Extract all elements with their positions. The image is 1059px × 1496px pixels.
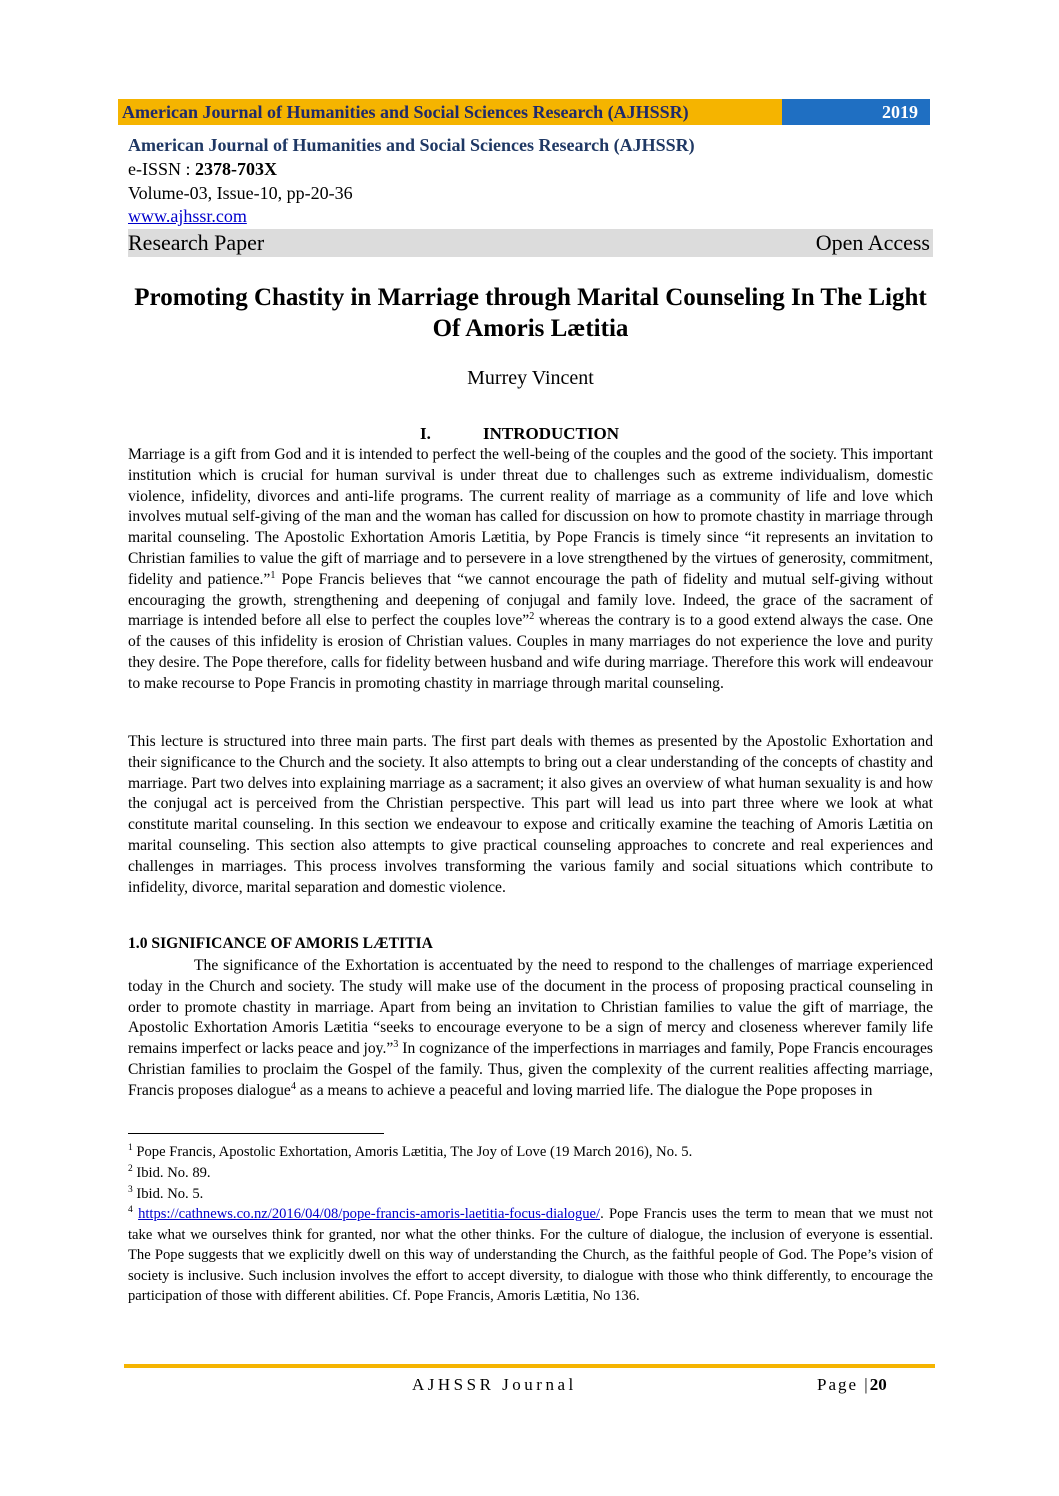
header-year-band <box>782 99 930 125</box>
paragraph-text: Marriage is a gift from God and it is intended to perfect the well-being of the couples and the good of the society. This important institution which is crucial for human survival is under threat due to challenges such as extreme individualism, domestic violence, infidelity, divorces and anti-life programs. The current reality of marriage as a community of life and love which involves mutual self-giving of the man and the woman has called for discussion on how to promote chastity in marriage through marital counseling. The Apostolic Exhortation Amoris Lætitia, by Pope Francis is timely since “it represents an invitation to Christian families to value the gift of marriage and to persevere in a love strengthened by the virtues of generosity, commitment, fidelity and patience.” <box>128 446 933 588</box>
footnote-text: . Pope Francis uses the term to mean that we must not take what we ourselves think for granted, nor what the other thinks. For the culture of dialogue, the inclusion of everyone is essential. The Pope suggests that we explicitly dwell on this way of understanding the Church, as the faithful people of God. The Pope’s vision of society is inclusive. Such inclusion involves the effort to accept diversity, to dialogue with those who think differently, to encourage the participation of those with different abilities. Cf. Pope Francis, Amoris Lætitia, No 136. <box>128 1206 933 1304</box>
page-number: 20 <box>869 1375 887 1394</box>
journal-name: American Journal of Humanities and Social Sciences Research (AJHSSR) <box>128 135 695 155</box>
footer-page <box>817 1375 887 1395</box>
footer-rule <box>124 1364 935 1368</box>
footnote-marker: 3 <box>128 1185 133 1196</box>
footnote-text: Pope Francis, Apostolic Exhortation, Amoris Lætitia, The Joy of Love (19 March 2016), No. 5. <box>132 1144 693 1160</box>
issn-number: 2378-703X <box>195 159 277 179</box>
footnote-marker: 4 <box>128 1205 133 1216</box>
header-journal-band <box>118 99 782 125</box>
paper-type-bar <box>128 229 933 257</box>
intro-paragraph-2: This lecture is structured into three main parts. The first part deals with themes as presented by the Apostolic Exhortation and their significance to the Church and the society. It also attempts to bring out a clear understanding of the concepts of chastity and marriage. Part two delves into explaining marriage as a sacrament; it also gives an overview of what human sexuality is and how the conjugal act is perceived from the Christian perspective. This part will lead us into part three where we look at what constitute marital counseling. In this section we endeavour to expose and critically examine the teaching of Amoris Lætitia on marital counseling. This section also attempts to give practical counseling approaches to concrete and real experiences and challenges in marriages. This process involves transforming the various family and social situations which contribute to infidelity, divorce, marital separation and domestic violence. <box>128 733 933 896</box>
section-heading-significance: 1.0 SIGNIFICANCE OF AMORIS LÆTITIA <box>128 935 433 952</box>
footnote-ref[interactable]: 4 <box>290 1080 296 1092</box>
section-title: INTRODUCTION <box>483 424 620 443</box>
paper-title: Promoting Chastity in Marriage through Marital Counseling In The Light Of Amoris Lætitia <box>134 284 927 342</box>
header-journal-name: American Journal of Humanities and Social Sciences Research (AJHSSR) <box>122 102 689 122</box>
footnote-divider <box>128 1133 384 1134</box>
footnote-marker: 2 <box>128 1164 133 1175</box>
footnote-text: Ibid. No. 89. <box>132 1165 211 1181</box>
paragraph-text: In cognizance of the imperfections in marriages and family, Pope Francis encourages Christian families to proclaim the Gospel of the family. Thus, given the complexity of the current realities affecting marriage, Francis proposes dialogue <box>128 1040 933 1099</box>
footnote-3 <box>128 1184 933 1205</box>
footnote-ref[interactable]: 2 <box>529 611 535 623</box>
paragraph-text: as a means to achieve a peaceful and loving married life. The dialogue the Pope proposes in <box>295 1081 873 1099</box>
running-header <box>118 99 930 125</box>
intro-paragraph-1 <box>128 445 933 695</box>
issn-label: e-ISSN : <box>128 159 195 179</box>
footnote-text: Ibid. No. 5. <box>132 1186 204 1202</box>
footnote-1 <box>128 1142 933 1163</box>
footnote-ref[interactable]: 3 <box>393 1039 399 1050</box>
page-label: Page | <box>817 1375 870 1394</box>
footnote-link[interactable]: https://cathnews.co.nz/2016/04/08/pope-francis-amoris-laetitia-focus-dialogue/ <box>138 1206 601 1222</box>
paragraph-text: whereas the contrary is to a good extend always the case. One of the causes of this infidelity is erosion of Christian values. Couples in many marriages do not experience the love and purity they desire. The Pope therefore, calls for fidelity between husband and wife during marriage. Therefore this work will endeavour to make recourse to Pope Francis in promoting chastity in marriage through marital counseling. <box>128 612 933 692</box>
issn-line <box>128 158 277 180</box>
footnote-marker: 1 <box>128 1143 133 1154</box>
footnote-4 <box>128 1204 933 1307</box>
paragraph-text: Pope Francis believes that “we cannot encourage the path of fidelity and mutual self-giving without encouraging the growth, strengthening and deepening of conjugal and family love. Indeed, the grace of the sacrament of marriage is intended before all else to perfect the couples love” <box>128 570 933 630</box>
section-number: I. <box>420 424 431 443</box>
journal-website-link[interactable]: www.ajhssr.com <box>128 206 247 226</box>
access-type: Open Access <box>815 230 930 255</box>
paper-type: Research Paper <box>128 230 265 255</box>
volume-info: Volume-03, Issue-10, pp-20-36 <box>128 183 353 203</box>
paragraph-text: The significance of the Exhortation is accentuated by the need to respond to the challenges of marriage experienced today in the Church and society. The study will make use of the document in the process of proposing practical counseling in order to promote chastity in marriage. Apart from being an invitation to Christian families to value the gift of marriage, the Apostolic Exhortation Amoris Lætitia “seeks to encourage everyone to be a sign of mercy and closeness wherever family life remains imperfect or lacks peace and joy.” <box>128 957 933 1058</box>
author-name: Murrey Vincent <box>467 367 594 389</box>
footnote-ref[interactable]: 1 <box>270 569 276 581</box>
footnote-2 <box>128 1163 933 1184</box>
footer-journal: AJHSSR Journal <box>412 1375 577 1394</box>
significance-paragraph <box>128 956 933 1102</box>
header-year: 2019 <box>882 102 918 122</box>
